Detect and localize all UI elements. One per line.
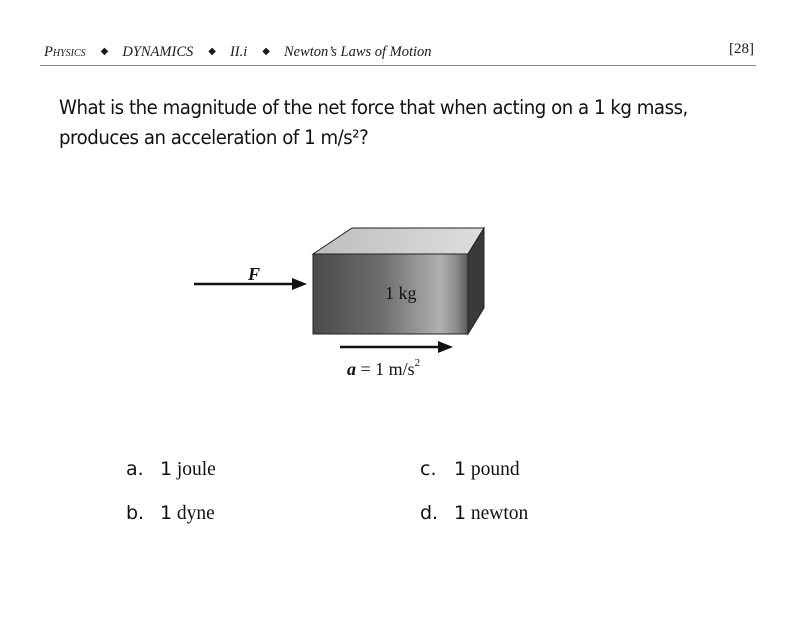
choice-number: 1 bbox=[160, 502, 173, 524]
box-top-face bbox=[313, 228, 484, 254]
page-number: [28] bbox=[729, 41, 754, 57]
choice-c[interactable] bbox=[420, 458, 520, 481]
choice-letter: b. bbox=[126, 502, 145, 524]
page-header bbox=[44, 41, 756, 65]
acceleration-exponent: 2 bbox=[414, 357, 421, 369]
acceleration-variable: a bbox=[347, 359, 356, 379]
answer-choices bbox=[126, 458, 566, 538]
force-label: F bbox=[248, 264, 261, 284]
breadcrumb bbox=[44, 44, 432, 61]
choice-d[interactable] bbox=[420, 502, 528, 525]
choice-letter: a. bbox=[126, 458, 144, 480]
mass-label: 1 kg bbox=[385, 283, 417, 303]
bullet-separator-icon: ◆ bbox=[100, 46, 109, 57]
force-diagram bbox=[190, 222, 500, 392]
choice-number: 1 bbox=[454, 502, 467, 524]
choice-number: 1 bbox=[160, 458, 173, 480]
acceleration-label bbox=[347, 359, 420, 380]
breadcrumb-subject: Physics bbox=[44, 44, 86, 60]
question-text: What is the magnitude of the net force that when acting on a 1 kg mass, produces an acceleration of 1 m/s²? bbox=[59, 96, 688, 149]
choice-letter: d. bbox=[420, 502, 439, 524]
choice-number: 1 bbox=[454, 458, 467, 480]
choice-unit: pound bbox=[470, 459, 520, 480]
choice-letter: c. bbox=[420, 458, 437, 480]
breadcrumb-title: Newton’s Laws of Motion bbox=[283, 44, 432, 60]
bullet-separator-icon: ◆ bbox=[262, 46, 270, 57]
choice-unit: dyne bbox=[176, 503, 215, 524]
header-divider bbox=[40, 65, 756, 66]
acceleration-value: = 1 m/s bbox=[356, 359, 415, 379]
diagram-graphic bbox=[190, 222, 500, 392]
choice-unit: joule bbox=[176, 459, 216, 480]
choice-b[interactable] bbox=[126, 502, 215, 525]
breadcrumb-section: II.i bbox=[229, 44, 248, 60]
choice-a[interactable] bbox=[126, 458, 216, 481]
breadcrumb-topic: DYNAMICS bbox=[122, 44, 194, 60]
bullet-separator-icon: ◆ bbox=[208, 46, 216, 57]
choice-unit: newton bbox=[470, 503, 529, 524]
acceleration-arrow-icon bbox=[340, 341, 453, 353]
